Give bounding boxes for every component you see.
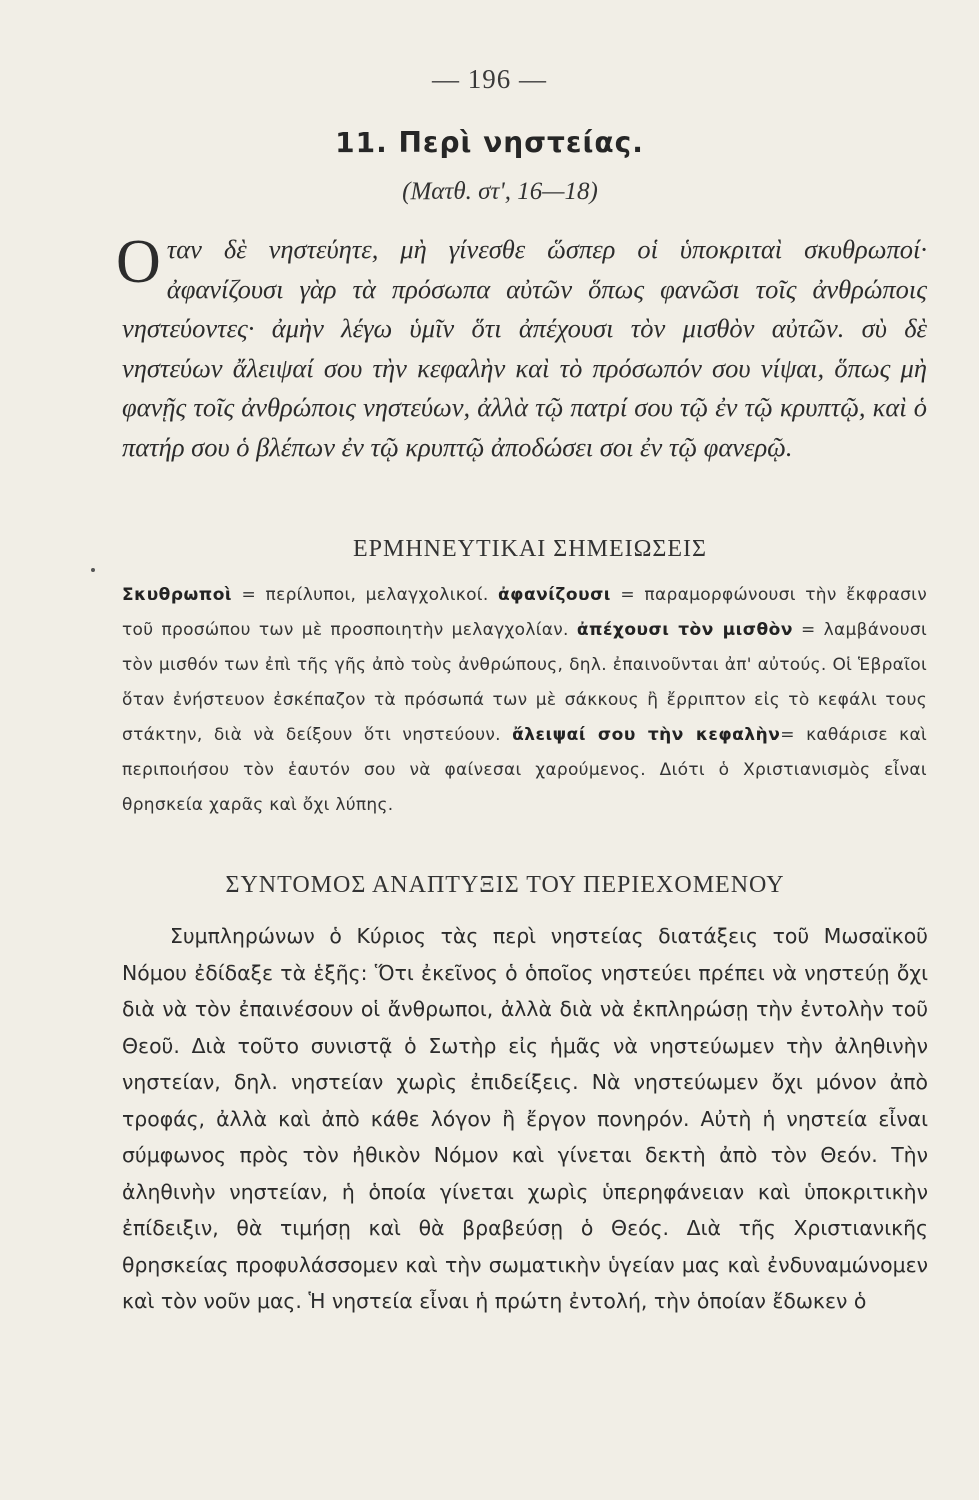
note-definition: = λαμβάνουσι τὸν μισθόν των ἐπὶ τῆς γῆς ἀπὸ τοὺς ἀνθρώπους, δηλ. ἐπαινοῦνται ἀπ' αὐτούς. Οἱ Ἑβραῖοι ὅταν ἐνήστευον ἐσκέπαζον τὰ πρόσωπά των μὲ σάκκους ἢ ἔρριπτον εἰς τὸ κεφάλι τους στάκτην, διὰ νὰ δείξουν ὅτι νηστεύουν. bbox=[122, 620, 927, 745]
ink-mark bbox=[91, 568, 95, 572]
interpretive-notes bbox=[122, 578, 927, 823]
scripture-text: ταν δὲ νηστεύητε, μὴ γίνεσθε ὥσπερ οἱ ὑποκριταὶ σκυθρωποί· ἀφανίζουσι γὰρ τὰ πρόσωπα αὐτῶν ὅπως φανῶσι τοῖς ἀνθρώποις νηστεύοντες· ἀμὴν λέγω ὑμῖν ὅτι ἀπέχουσι τὸν μισθὸν αὐτῶν. σὺ δὲ νηστεύων ἄλειψαί σου τὴν κεφαλὴν καὶ τὸ πρόσωπόν σου νίψαι, ὅπως μὴ φανῇς τοῖς ἀνθρώποις νηστεύων, ἀλλὰ τῷ πατρί σου τῷ ἐν τῷ κρυπτῷ, καὶ ὁ πατήρ σου ὁ βλέπων ἐν τῷ κρυπτῷ ἀποδώσει σοι ἐν τῷ φανερῷ. bbox=[122, 234, 927, 462]
note-definition: = καθάρισε καὶ περιποιήσου τὸν ἑαυτόν σου νὰ φαίνεσαι χαρούμενος. Διότι ὁ Χριστιανισμὸς εἶναι θρησκεία χαρᾶς καὶ ὄχι λύπης. bbox=[122, 725, 927, 815]
note-term: ἀπέχουσι τὸν μισθὸν bbox=[576, 620, 793, 640]
summary-text-block bbox=[122, 918, 928, 1320]
drop-cap: Ο bbox=[116, 228, 161, 296]
note-definition: = παραμορφώνουσι τὴν ἔκφρασιν τοῦ προσώπου των μὲ προσποιητὴν μελαγχολίαν. bbox=[122, 585, 927, 640]
note-term: ἄλειψαί σου τὴν κεφαλὴν bbox=[512, 725, 781, 745]
page-number: — 196 — bbox=[432, 64, 547, 94]
note-definition: = περίλυποι, μελαγχολικοί. bbox=[232, 585, 498, 605]
summary-text: Συμπληρώνων ὁ Κύριος τὰς περὶ νηστείας διατάξεις τοῦ Μωσαϊκοῦ Νόμου ἐδίδαξε τὰ ἑξῆς: Ὅτι ἐκεῖνος ὁ ὁποῖος νηστεύει πρέπει νὰ νηστεύῃ ὄχι διὰ νὰ τὸν ἐπαινέσουν οἱ ἄνθρωποι, ἀλλὰ διὰ νὰ ἐκπληρώσῃ τὴν ἐντολὴν τοῦ Θεοῦ. Διὰ τοῦτο συνιστᾷ ὁ Σωτὴρ εἰς ἡμᾶς νὰ νηστεύωμεν τὴν ἀληθινὴν νηστείαν, δηλ. νηστείαν χωρὶς ἐπιδείξεις. Νὰ νηστεύωμεν ὄχι μόνον ἀπὸ τροφάς, ἀλλὰ καὶ ἀπὸ κάθε λόγον ἢ ἔργον πονηρόν. Αὐτὴ ἡ νηστεία εἶναι σύμφωνος πρὸς τὸν ἠθικὸν Νόμον καὶ γίνεται δεκτὴ ἀπὸ τὸν Θεόν. Τὴν ἀληθινὴν νηστείαν, ἡ ὁποία γίνεται χωρὶς ὑπερηφάνειαν καὶ ὑποκριτικὴν ἐπίδειξιν, θὰ τιμήσῃ καὶ θὰ βραβεύσῃ ὁ Θεός. Διὰ τῆς Χριστιανικῆς θρησκείας προφυλάσσομεν καὶ τὴν σωματικὴν ὑγείαν μας καὶ ἐνδυναμώνομεν καὶ τὸν νοῦν μας. Ἡ νηστεία εἶναι ἡ πρώτη ἐντολή, τὴν ὁποίαν ἔδωκεν ὁ bbox=[122, 924, 928, 1313]
notes-heading: ΕΡΜΗΝΕΥΤΙΚΑΙ ΣΗΜΕΙΩΣΕΙΣ bbox=[352, 536, 708, 562]
note-term: ἀφανίζουσι bbox=[498, 585, 611, 605]
scripture-reference: (Ματθ. στ', 16—18) bbox=[402, 178, 598, 205]
summary-heading: ΣΥΝΤΟΜΟΣ ΑΝΑΠΤΥΞΙΣ ΤΟΥ ΠΕΡΙΕΧΟΜΕΝΟΥ bbox=[225, 872, 785, 898]
chapter-title: 11. Περὶ νηστείας. bbox=[335, 126, 644, 159]
note-term: Σκυθρωποὶ bbox=[122, 585, 233, 605]
scripture-passage bbox=[116, 228, 927, 467]
